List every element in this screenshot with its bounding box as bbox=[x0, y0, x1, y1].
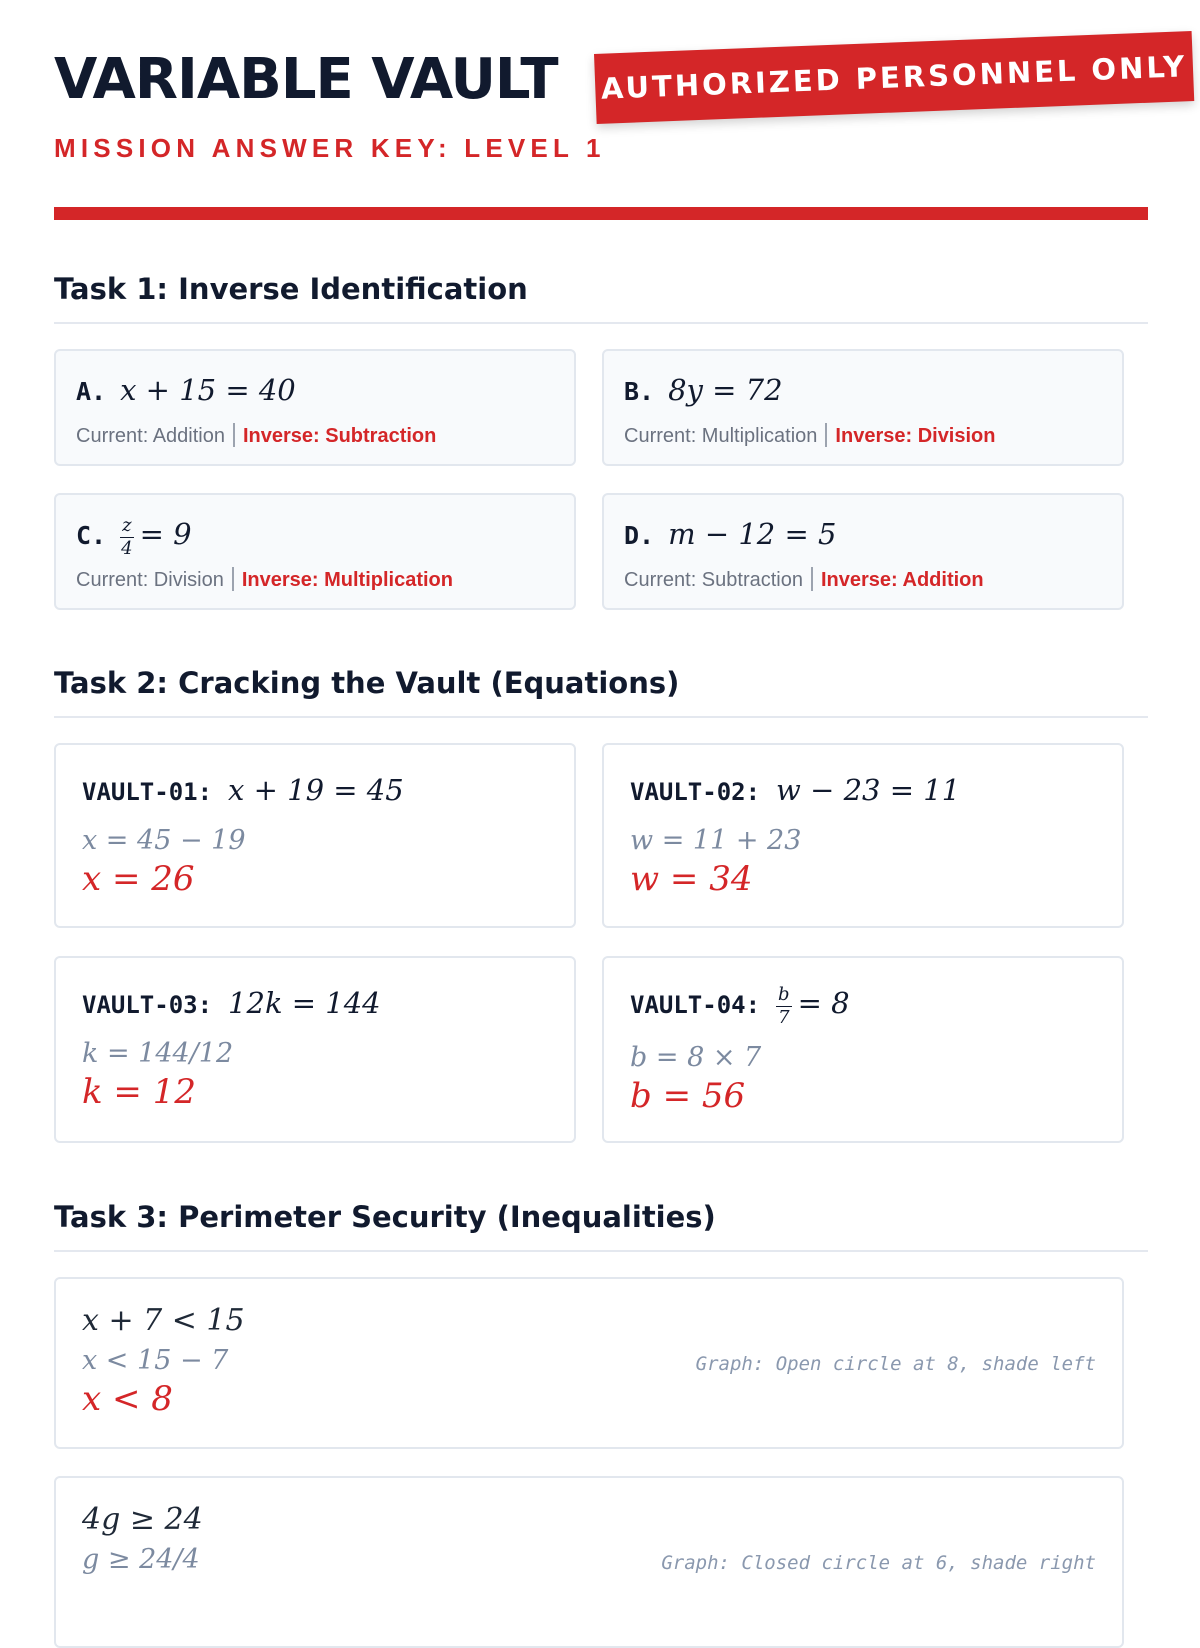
item-letter: B. bbox=[624, 377, 655, 406]
item-letter: A. bbox=[76, 377, 107, 406]
solution-step: x = 45 − 19 bbox=[82, 825, 246, 856]
equation: x + 19 = 45 bbox=[228, 773, 404, 807]
solution-step: x < 15 − 7 bbox=[82, 1345, 229, 1376]
vault-card-01 bbox=[54, 743, 576, 928]
vault-label: VAULT-03: bbox=[82, 991, 213, 1019]
separator bbox=[825, 423, 827, 447]
solution-step: w = 11 + 23 bbox=[630, 825, 802, 856]
vault-card-04 bbox=[602, 956, 1124, 1143]
current-operation: Current: Multiplication bbox=[624, 425, 818, 447]
equation: $\frac{z}{4}$ = 9 bbox=[121, 515, 192, 559]
solution-answer: x < 8 bbox=[82, 1379, 173, 1419]
solution-answer: x = 26 bbox=[82, 859, 195, 899]
vault-label: VAULT-02: bbox=[630, 778, 761, 806]
task1-title: Task 1: Inverse Identification bbox=[54, 272, 1148, 324]
equation: $\frac{b}{7}$ = 8 bbox=[778, 984, 850, 1028]
vault-card-02 bbox=[602, 743, 1124, 928]
current-operation: Current: Addition bbox=[76, 425, 225, 447]
inequality-card-2 bbox=[54, 1476, 1124, 1648]
task1-card-a bbox=[54, 349, 576, 466]
solution-answer: w = 34 bbox=[630, 859, 753, 899]
authorized-stamp: AUTHORIZED PERSONNEL ONLY bbox=[594, 31, 1194, 124]
equation: 8y = 72 bbox=[668, 373, 783, 407]
equation: w − 23 = 11 bbox=[776, 773, 961, 807]
equation: x + 15 = 40 bbox=[120, 373, 296, 407]
task1-card-d bbox=[602, 493, 1124, 610]
inverse-operation: Inverse: Multiplication bbox=[241, 569, 453, 591]
fraction: $\frac{z}{4}$ bbox=[121, 515, 133, 559]
inequality: x + 7 < 15 bbox=[82, 1303, 245, 1338]
inequality: 4g ≥ 24 bbox=[82, 1502, 203, 1537]
inverse-operation: Inverse: Subtraction bbox=[242, 425, 437, 447]
task1-card-c bbox=[54, 493, 576, 610]
current-operation: Current: Subtraction bbox=[624, 569, 803, 591]
equation: m − 12 = 5 bbox=[668, 517, 837, 551]
separator bbox=[811, 567, 813, 591]
vault-label: VAULT-01: bbox=[82, 778, 213, 806]
inverse-operation: Inverse: Addition bbox=[820, 569, 984, 591]
header-divider bbox=[54, 207, 1148, 220]
solution-answer: b = 56 bbox=[630, 1076, 746, 1116]
fraction: $\frac{b}{7}$ bbox=[778, 984, 790, 1028]
inverse-operation: Inverse: Division bbox=[835, 425, 996, 447]
solution-step: k = 144/12 bbox=[82, 1038, 234, 1069]
page-title: VARIABLE VAULT bbox=[54, 47, 558, 112]
inequality-card-1 bbox=[54, 1277, 1124, 1449]
separator bbox=[233, 423, 235, 447]
item-letter: D. bbox=[624, 521, 655, 550]
vault-card-03 bbox=[54, 956, 576, 1143]
solution-step: b = 8 × 7 bbox=[630, 1042, 762, 1073]
graph-note: Graph: Open circle at 8, shade left bbox=[695, 1353, 1096, 1375]
task1-card-b bbox=[602, 349, 1124, 466]
page-subtitle: MISSION ANSWER KEY: LEVEL 1 bbox=[54, 133, 606, 163]
current-operation: Current: Division bbox=[76, 569, 224, 591]
task3-title: Task 3: Perimeter Security (Inequalities) bbox=[54, 1200, 1148, 1252]
equation: 12k = 144 bbox=[228, 986, 381, 1020]
solution-answer: k = 12 bbox=[82, 1072, 196, 1112]
vault-label: VAULT-04: bbox=[630, 991, 761, 1019]
graph-note: Graph: Closed circle at 6, shade right bbox=[661, 1552, 1096, 1574]
solution-step: g ≥ 24/4 bbox=[82, 1544, 200, 1575]
task2-title: Task 2: Cracking the Vault (Equations) bbox=[54, 666, 1148, 718]
separator bbox=[232, 567, 234, 591]
item-letter: C. bbox=[76, 521, 107, 550]
